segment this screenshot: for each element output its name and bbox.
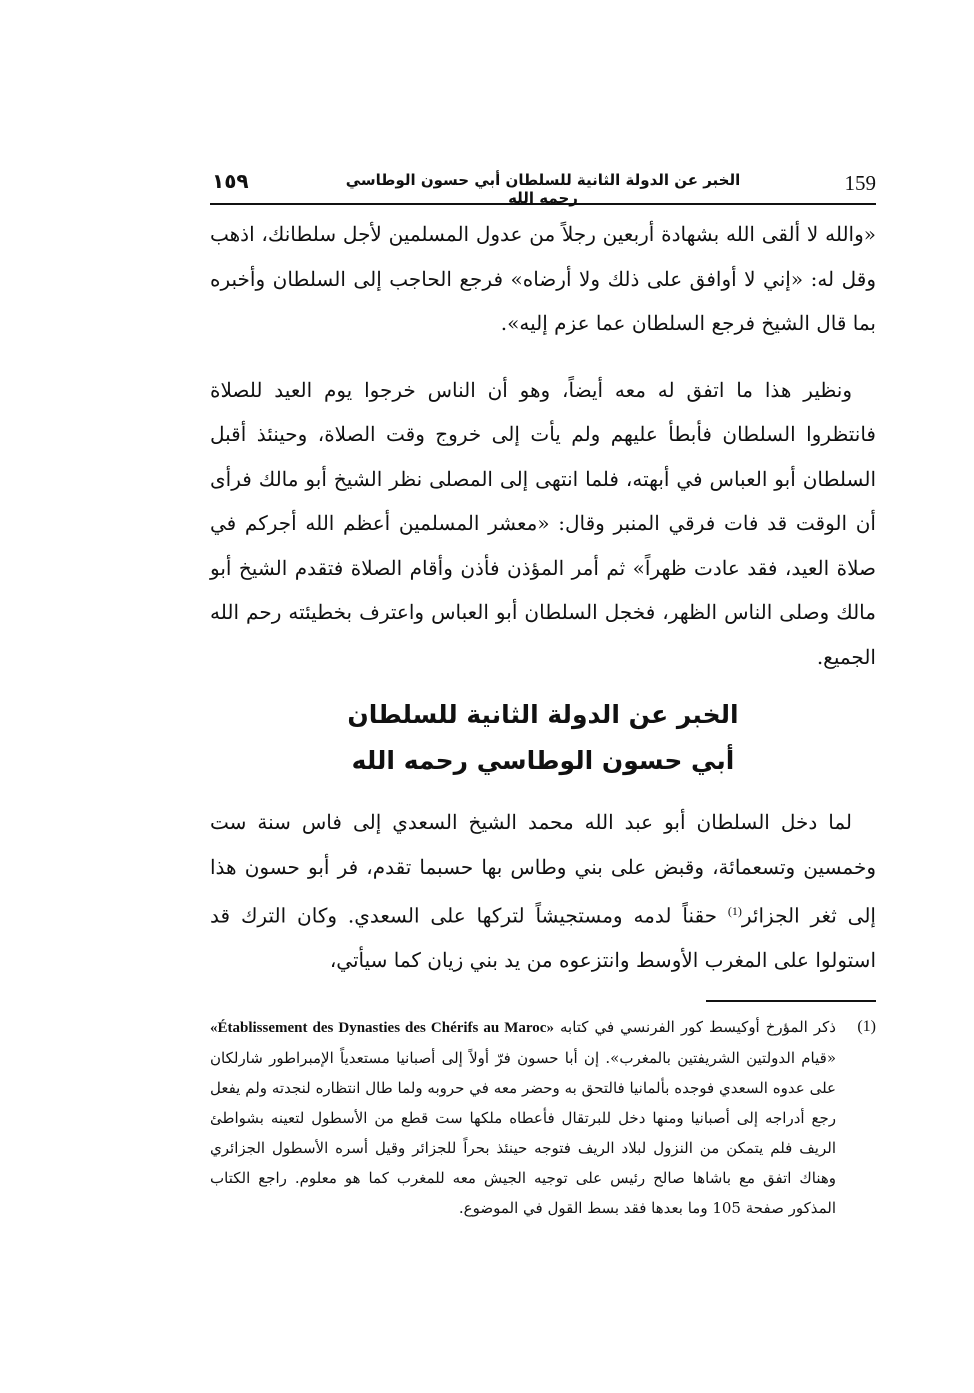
footnote-text-b: «قيام الدولتين الشريفتين بالمغرب». إن أبا حسون فرّ أولاً إلى أصبانيا مستعدياً الإمبراطور شارلكان على عدوه السعدي فوجده بألمانيا فالتحق به وحضر معه في حروبه ولما طال انتظاره لنجدته ولم يفعل رجع أدراجه إلى أصبانيا ومنها دخل للبرتقال فأعطاه ملكها ست قطع من الأسطول لتعينه بشواطئ الريف فلم يتمكن من النزول لبلاد الريف فتوجه حينئذ بحراً للجزائر وقيل أسره الأسطول الجزائري وهناك اتفق مع باشاها صالح رئيس على توجيه الجيش معه للمغرب كما هو معلوم. راجع الكتاب المذكور صفحة 105 وما بعدها فقد بسط القول في الموضوع.: [210, 1049, 836, 1217]
page-number-latin: 159: [844, 171, 876, 195]
paragraph-text-before-note: لما دخل السلطان أبو عبد الله محمد الشيخ السعدي إلى فاس سنة ست وخمسين وتسعمائة، وقبض على بني وطاس بها حسبما تقدم، فر أبو حسون هذا إلى ثغر الجزائر: [210, 810, 876, 928]
paragraph-eid-prayer: ونظير هذا ما اتفق له معه أيضاً، وهو أن الناس خرجوا يوم العيد للصلاة فانتظروا السلطان فأبطأ عليهم ولم يأت إلى خروج وقت الصلاة، وحينئذ أقبل السلطان أبو العباس في أبهته، فلما انتهى إلى المصلى نظر الشيخ أبو مالك فرأى أن الوقت قد فات فرقي المنبر وقال: «معشر المسلمين أعظم الله أجركم في صلاة العيد، فقد عادت ظهراً» ثم أمر المؤذن فأذن وأقام الصلاة فتقدم الشيخ أبو مالك وصلى الناس الظهر، فخجل السلطان أبو العباس واعترف بخطيئته رحم الله الجميع.: [210, 377, 876, 669]
footnote-latin-title: «Établissement des Dynasties des Chérifs au Maroc»: [210, 1020, 554, 1036]
footnote-text-a: ذكر المؤرخ أوكيسط كور الفرنسي في كتابه: [559, 1018, 836, 1036]
footnote-marker: (1): [857, 1018, 876, 1035]
footnote-body: [210, 1012, 836, 1223]
paragraph-quote: «والله لا ألقى الله بشهادة أربعين رجلاً من عدول المسلمين لأجل سلطانك، اذهب وقل له: «إني لا أوافق على ذلك ولا أرضاه» فرجع الحاجب إلى السلطان وأخبره بما قال الشيخ فرجع السلطان عما عزم إليه».: [210, 222, 876, 335]
running-title: الخبر عن الدولة الثانية للسلطان أبي حسون الوطاسي رحمه الله: [345, 171, 741, 207]
paragraph-abu-hassun: [210, 800, 876, 983]
footnote: [210, 1012, 876, 1223]
body-text-section: [210, 800, 876, 983]
section-heading-line-2: أبي حسون الوطاسي رحمه الله: [351, 746, 735, 775]
body-text-top: [210, 212, 876, 679]
footnote-divider: [706, 1000, 876, 1002]
section-heading: [210, 692, 876, 784]
header-divider: [210, 203, 876, 205]
page-number-arabic: ١٥٩: [212, 169, 249, 193]
paragraph-text-after-note: حقناً لدمه ومستجيشاً لتركها على السعدي. وكان الترك قد استولوا على المغرب الأوسط وانتزعوه من يد بني زيان كما سيأتي،: [210, 903, 876, 973]
paragraph-gap: [210, 346, 876, 368]
footnote-reference[interactable]: (1): [727, 904, 742, 918]
page-header: [210, 165, 876, 205]
section-heading-line-1: الخبر عن الدولة الثانية للسلطان: [347, 700, 739, 729]
